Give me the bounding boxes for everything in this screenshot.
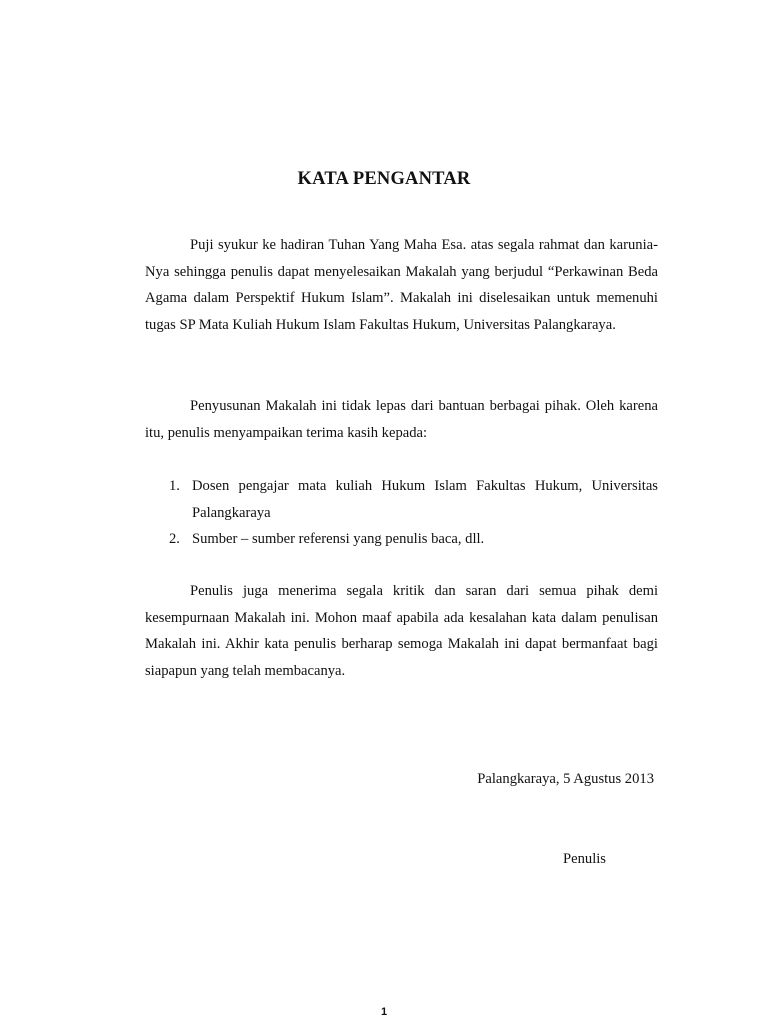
list-item (145, 526, 658, 553)
list-number: 2. (169, 531, 180, 547)
list-item (145, 473, 658, 526)
paragraph-text: Puji syukur ke hadiran Tuhan Yang Maha Esa. atas segala rahmat dan karunia-Nya sehingga penulis dapat menyelesaikan Makalah yang berjudul “Perkawinan Beda Agama dalam Perspektif Hukum Islam”. Makalah ini diselesaikan untuk memenuhi tugas SP Mata Kuliah Hukum Islam Fakultas Hukum, Universitas Palangkaraya. (145, 237, 658, 333)
list-item-text: Sumber – sumber referensi yang penulis baca, dll. (192, 531, 485, 547)
paragraph-thanks-intro (145, 393, 658, 446)
page-number: 1 (380, 1006, 388, 1018)
list-item-text: Dosen pengajar mata kuliah Hukum Islam Fakultas Hukum, Universitas Palangkaraya (192, 478, 658, 521)
acknowledgement-list (145, 473, 658, 553)
place-date: Palangkaraya, 5 Agustus 2013 (477, 771, 654, 787)
paragraph-closing (145, 578, 658, 684)
paragraph-text: Penulis juga menerima segala kritik dan saran dari semua pihak demi kesempurnaan Makalah ini. Mohon maaf apabila ada kesalahan kata dalam penulisan Makalah ini. Akhir kata penulis berharap semoga Makalah ini dapat bermanfaat bagi siapapun yang telah membacanya. (145, 583, 658, 679)
author-signature: Penulis (563, 851, 606, 867)
paragraph-text: Penyusunan Makalah ini tidak lepas dari bantuan berbagai pihak. Oleh karena itu, penulis menyampaikan terima kasih kepada: (145, 398, 658, 441)
list-number: 1. (169, 478, 180, 494)
paragraph-opening (145, 232, 658, 338)
page-title: KATA PENGANTAR (297, 169, 471, 189)
